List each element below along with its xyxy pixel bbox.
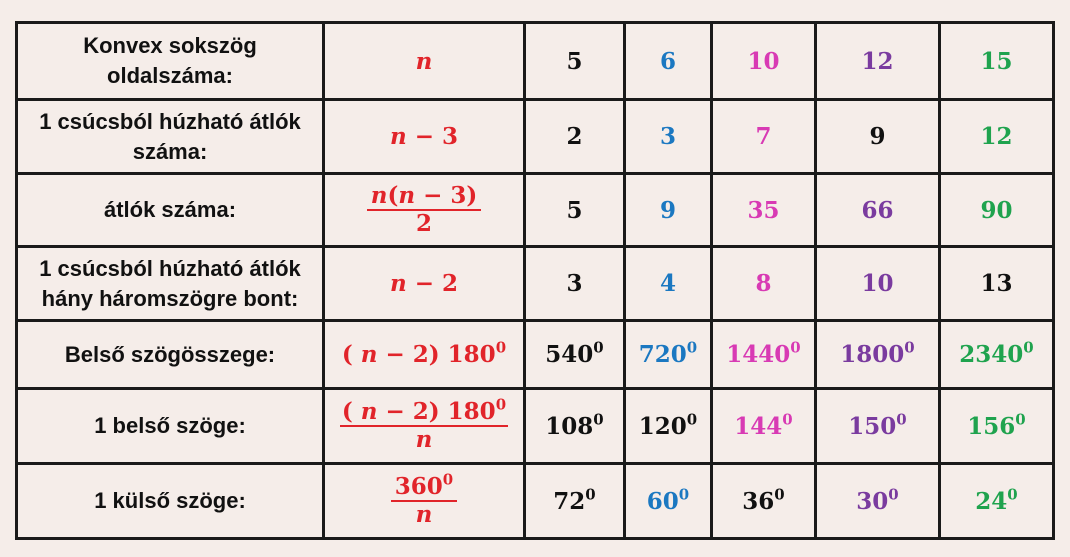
value-cell: $540^0$ [525, 321, 625, 389]
value-cell: $24^0$ [940, 464, 1054, 539]
value-cell: 3 [625, 100, 712, 174]
formula-operator: − 2) 180 [377, 397, 496, 425]
row-label-line: 1 belső szöge: [94, 413, 246, 439]
value-cell: $150^0$ [816, 389, 940, 464]
row-diagonals-from-vertex [17, 100, 1054, 174]
formula-paren: ( [341, 397, 361, 425]
value-cell: 1440$^0$ [712, 321, 816, 389]
value-cell: 9 [816, 100, 940, 174]
formula-cell [324, 23, 525, 100]
formula-variable: n [360, 341, 378, 368]
value-cell: 66 [816, 174, 940, 247]
value-cell: 7 [712, 100, 816, 174]
formula-cell [324, 321, 525, 389]
formula-fraction [391, 469, 457, 529]
formula-operator: − 2) 180 [377, 341, 496, 368]
value-cell: 6 [625, 23, 712, 100]
formula-cell [324, 100, 525, 174]
row-label-line: Belső szögösszege: [64, 341, 276, 367]
formula-variable: n [360, 397, 378, 425]
formula-cell [324, 389, 525, 464]
formula-cell [324, 464, 525, 539]
formula-fraction [367, 183, 482, 238]
value-cell: 15 [940, 23, 1054, 100]
row-diagonal-count [17, 174, 1054, 247]
formula-fraction [340, 394, 508, 454]
formula-operator: − 3) [415, 181, 478, 209]
degree-superscript: 0 [495, 338, 507, 357]
row-label [17, 174, 324, 247]
row-side-count [17, 23, 1054, 100]
value-cell: $60^0$ [625, 464, 712, 539]
fraction-denominator: n [415, 501, 433, 528]
row-exterior-angle [17, 464, 1054, 539]
value-cell: 35 [712, 174, 816, 247]
value-cell: 8 [712, 247, 816, 321]
formula-variable: n [389, 123, 407, 150]
polygon-table [15, 21, 1055, 540]
formula-variable: n [370, 181, 388, 209]
value-cell: $120^0$ [625, 389, 712, 464]
row-label-line: oldalszáma: [107, 63, 233, 88]
fraction-numerator [340, 394, 508, 427]
value-cell: 9 [625, 174, 712, 247]
row-label [17, 321, 324, 389]
fraction-denominator: n [415, 426, 433, 453]
value-cell: 2 [525, 100, 625, 174]
row-label-line: átlók száma: [103, 197, 237, 223]
row-label-line: Konvex sokszög [83, 33, 257, 59]
row-label-line: 1 külső szöge: [94, 488, 246, 514]
formula-operator: − 3 [406, 123, 459, 150]
value-cell: 4 [625, 247, 712, 321]
formula-variable: n [398, 181, 416, 209]
value-cell: 3 [525, 247, 625, 321]
value-cell: 5 [525, 174, 625, 247]
row-label-line: 1 csúcsból húzható átlók [39, 255, 301, 281]
degree-superscript: 0 [495, 394, 507, 413]
formula-operator: − 2 [406, 270, 459, 297]
row-label [17, 23, 324, 100]
value-cell: 12 [940, 100, 1054, 174]
value-cell: $720^0$ [625, 321, 712, 389]
value-cell: 1800$^0$ [816, 321, 940, 389]
value-cell: $36^0$ [712, 464, 816, 539]
value-cell: $72^0$ [525, 464, 625, 539]
row-label [17, 389, 324, 464]
formula-variable: n [389, 270, 407, 297]
fraction-denominator: 2 [415, 210, 432, 237]
formula-number: 360 [394, 472, 443, 500]
value-cell: 2340$^0$ [940, 321, 1054, 389]
formula-variable: n [415, 47, 433, 75]
value-cell: 10 [712, 23, 816, 100]
row-label [17, 100, 324, 174]
row-label [17, 464, 324, 539]
row-interior-angle [17, 389, 1054, 464]
formula-cell [324, 247, 525, 321]
value-cell: 13 [940, 247, 1054, 321]
value-cell: $108^0$ [525, 389, 625, 464]
formula-paren: ( [387, 181, 399, 209]
row-triangles [17, 247, 1054, 321]
row-label-line: száma: [132, 138, 208, 164]
row-label [17, 247, 324, 321]
value-cell: 10 [816, 247, 940, 321]
degree-superscript: 0 [442, 469, 454, 488]
fraction-numerator [391, 469, 457, 502]
value-cell: $144^0$ [712, 389, 816, 464]
value-cell: 90 [940, 174, 1054, 247]
value-cell: 5 [525, 23, 625, 100]
formula-paren: ( [341, 341, 361, 368]
value-cell: $156^0$ [940, 389, 1054, 464]
row-interior-sum [17, 321, 1054, 389]
row-label-line: hány háromszögre bont: [41, 285, 299, 311]
row-label-line: 1 csúcsból húzható átlók [39, 108, 301, 134]
value-cell: 12 [816, 23, 940, 100]
formula-cell [324, 174, 525, 247]
fraction-numerator [367, 183, 482, 211]
value-cell: $30^0$ [816, 464, 940, 539]
